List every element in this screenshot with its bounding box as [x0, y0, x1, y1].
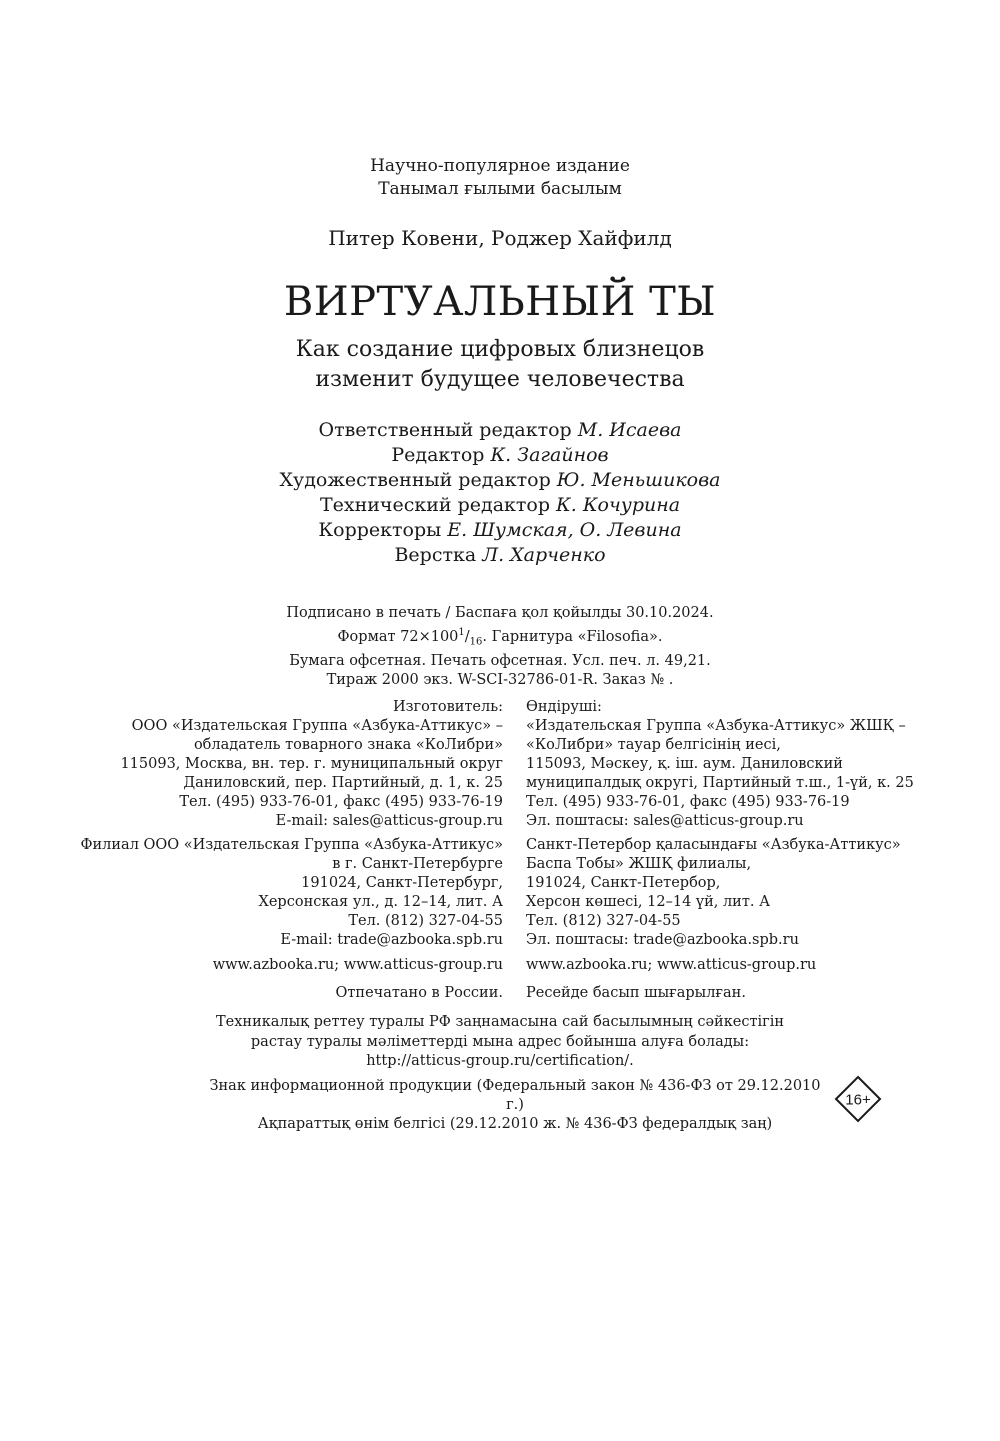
branch-kz	[526, 836, 901, 950]
age-rating-badge	[834, 1075, 882, 1123]
branch-kz-email: Эл. поштасы: trade@azbooka.spb.ru	[526, 932, 799, 948]
manufacturer-kz-email: Эл. поштасы: sales@atticus-group.ru	[526, 813, 804, 829]
credit-role: Верстка	[394, 544, 483, 566]
typeface-text: . Гарнитура «Filosofia».	[482, 628, 663, 645]
certification-line: Техникалық реттеу туралы РФ заңнамасына сай басылымның сәйкестігін	[215, 1014, 785, 1030]
credit-name: Л. Харченко	[482, 544, 606, 566]
format-text: Формат 72×100	[337, 628, 459, 645]
certification-url: http://atticus-group.ru/certification/.	[366, 1053, 634, 1069]
credit-name: М. Исаева	[577, 419, 682, 441]
subtitle-line: Как создание цифровых близнецов	[295, 337, 705, 362]
branch-ru-line: Тел. (812) 327-04-55	[348, 913, 503, 929]
websites-ru: www.azbooka.ru; www.atticus-group.ru	[212, 957, 503, 973]
branch-ru-line: в г. Санкт-Петербурге	[332, 856, 503, 872]
branch-ru-email: E-mail: trade@azbooka.spb.ru	[280, 932, 503, 948]
credit-line	[0, 518, 1000, 543]
branch-kz-line: 191024, Санкт-Петербор,	[526, 875, 721, 891]
printed-in-kz: Ресейде басып шығарылған.	[526, 985, 746, 1001]
credit-name: Ю. Меньшикова	[556, 469, 721, 491]
book-subtitle	[0, 335, 1000, 395]
branch-kz-line: Баспа Тобы» ЖШҚ филиалы,	[526, 856, 752, 872]
printed-in-ru: Отпечатано в России.	[335, 985, 503, 1001]
signed-date: Подписано в печать / Баспаға қол қойылды 30.10.2024.	[286, 605, 714, 621]
branch-ru-line: Филиал ООО «Издательская Группа «Азбука-Аттикус»	[80, 837, 503, 853]
credit-role: Технический редактор	[319, 494, 557, 516]
manufacturer-ru-email: E-mail: sales@atticus-group.ru	[275, 813, 503, 829]
manufacturer-kz-line: Тел. (495) 933-76-01, факс (495) 933-76-19	[526, 794, 850, 810]
edition-type-ru: Научно-популярное издание	[370, 156, 630, 176]
credit-line	[0, 418, 1000, 443]
manufacturer-ru-line: Даниловский, пер. Партийный, д. 1, к. 25	[183, 775, 503, 791]
credit-line	[0, 543, 1000, 568]
branch-ru-line: Херсонская ул., д. 12–14, лит. А	[258, 894, 503, 910]
credit-name: Е. Шумская, О. Левина	[447, 519, 682, 541]
credit-line	[0, 443, 1000, 468]
manufacturer-kz-line: 115093, Мәскеу, қ. іш. аум. Даниловский	[526, 756, 843, 772]
branch-kz-line: Санкт-Петербор қаласындағы «Азбука-Аттикус»	[526, 837, 901, 853]
certification-line: растау туралы мәліметтерді мына адрес бойынша алуға болады:	[250, 1033, 750, 1050]
info-product-sign	[200, 1077, 830, 1134]
format-numerator: 1	[458, 627, 465, 638]
edition-type	[0, 155, 1000, 201]
credit-role: Художественный редактор	[279, 469, 557, 491]
manufacturer-ru-line: Изготовитель:	[392, 699, 503, 715]
manufacturer-ru-line: 115093, Москва, вн. тер. г. муниципальный округ	[120, 756, 503, 772]
branch-ru	[80, 836, 503, 950]
manufacturer-kz-line: Өндіруші:	[526, 699, 602, 715]
book-title: ВИРТУАЛЬНЫЙ ТЫ	[283, 279, 717, 325]
age-rating-text: 16+	[845, 1091, 871, 1109]
edition-type-kz: Танымал ғылыми басылым	[378, 179, 622, 199]
credit-name: К. Загайнов	[490, 444, 609, 466]
branch-kz-line: Тел. (812) 327-04-55	[526, 913, 681, 929]
subtitle-line: изменит будущее человечества	[315, 367, 685, 392]
format-denominator: 16	[469, 636, 483, 648]
format-line: Формат $72\times 100^1/_{16}$. Гарнитура «Filosofia».	[337, 627, 663, 648]
manufacturer-kz-line: «КоЛибри» тауар белгісінің иесі,	[526, 737, 781, 753]
manufacturer-ru	[120, 698, 503, 831]
run-line: Тираж 2000 экз. W-SCI-32786-01-R. Заказ № .	[326, 671, 674, 688]
credit-line	[0, 468, 1000, 493]
manufacturer-ru-line: ООО «Издательская Группа «Азбука-Аттикус» –	[131, 718, 503, 734]
print-details	[0, 604, 1000, 690]
manufacturer-ru-line: Тел. (495) 933-76-01, факс (495) 933-76-19	[179, 794, 503, 810]
manufacturer-ru-line: обладатель товарного знака «КоЛибри»	[193, 737, 503, 753]
info-sign-ru: Знак информационной продукции (Федеральный закон № 436-ФЗ от 29.12.2010 г.)	[209, 1078, 821, 1113]
branch-ru-line: 191024, Санкт-Петербург,	[301, 875, 503, 891]
websites-kz: www.azbooka.ru; www.atticus-group.ru	[526, 957, 817, 973]
info-sign-kz: Ақпараттық өнім белгісі (29.12.2010 ж. № 436-ФЗ федералдық заң)	[257, 1116, 773, 1132]
manufacturer-kz-line: муниципалдық округі, Партийный т.ш., 1-үй, к. 25	[526, 775, 914, 791]
authors: Питер Ковени, Роджер Хайфилд	[328, 226, 672, 250]
credit-role: Редактор	[391, 444, 491, 466]
credit-name: К. Кочурина	[556, 494, 681, 516]
paper-line: Бумага офсетная. Печать офсетная. Усл. печ. л. 49,21.	[289, 652, 711, 669]
editorial-credits	[0, 418, 1000, 568]
credit-line	[0, 493, 1000, 518]
certification-note	[0, 1013, 1000, 1072]
manufacturer-kz	[526, 698, 914, 831]
credit-role: Ответственный редактор	[318, 419, 578, 441]
manufacturer-kz-line: «Издательская Группа «Азбука-Аттикус» ЖШҚ –	[526, 718, 906, 734]
branch-kz-line: Херсон көшесі, 12–14 үй, лит. А	[526, 894, 771, 910]
credit-role: Корректоры	[318, 519, 448, 541]
